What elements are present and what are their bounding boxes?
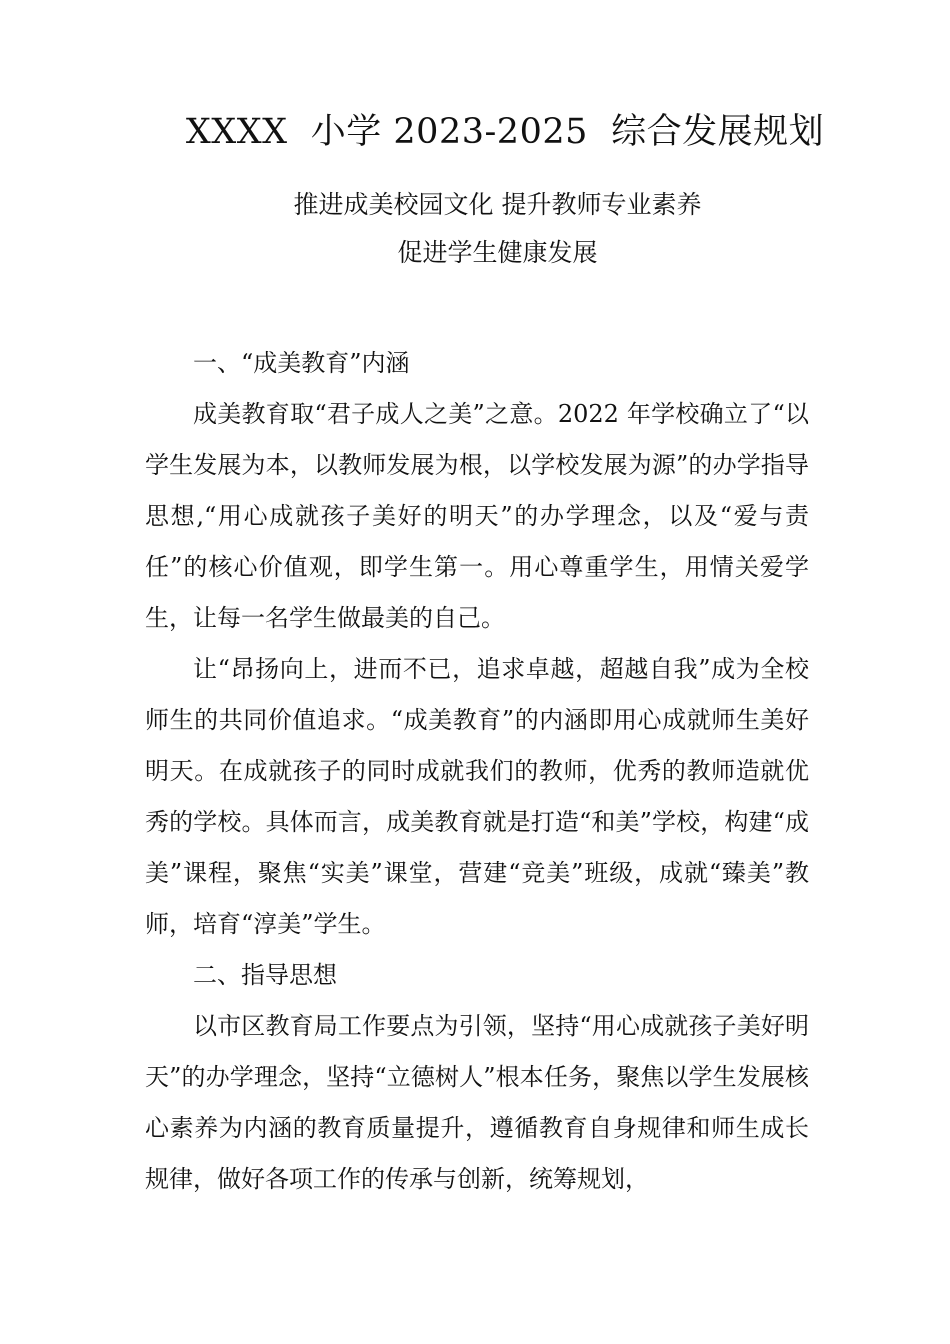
- body-paragraph: 让“昂扬向上，进而不已，追求卓越，超越自我”成为全校师生的共同价值追求。“成美教育”的内涵即用心成就师生美好明天。在成就孩子的同时成就我们的教师，优秀的教师造就优秀的学校。具体而言，成美教育就是打造“和美”学校，构建“成美”课程，聚焦“实美”课堂，营建“竞美”班级，成就“臻美”教师，培育“淳美”学生。: [145, 655, 809, 938]
- document-subtitle-line2: 促进学生健康发展: [397, 238, 598, 267]
- section-heading: 一、“成美教育”内涵: [193, 349, 410, 377]
- body-paragraph: 以市区教育局工作要点为引领，坚持“用心成就孩子美好明天”的办学理念，坚持“立德树人”根本任务，聚焦以学生发展核心素养为内涵的教育质量提升，遵循教育自身规律和师生成长规律，做好各项工作的传承与创新，统筹规划，: [145, 1012, 809, 1193]
- document-body: [145, 338, 809, 1205]
- body-paragraph: 成美教育取“君子成人之美”之意。2022 年学校确立了“以学生发展为本，以教师发展为根，以学校发展为源”的办学指导思想,“用心成就孩子美好的明天”的办学理念，以及“爱与责任”的核心价值观，即学生第一。用心尊重学生，用情关爱学生，让每一名学生做最美的自己。: [145, 400, 809, 632]
- document-title: XXXX 小学 2023-2025 综合发展规划: [185, 112, 825, 152]
- section-heading: 二、指导思想: [193, 961, 337, 989]
- document-subtitle-line1: 推进成美校园文化 提升教师专业素养: [293, 190, 702, 219]
